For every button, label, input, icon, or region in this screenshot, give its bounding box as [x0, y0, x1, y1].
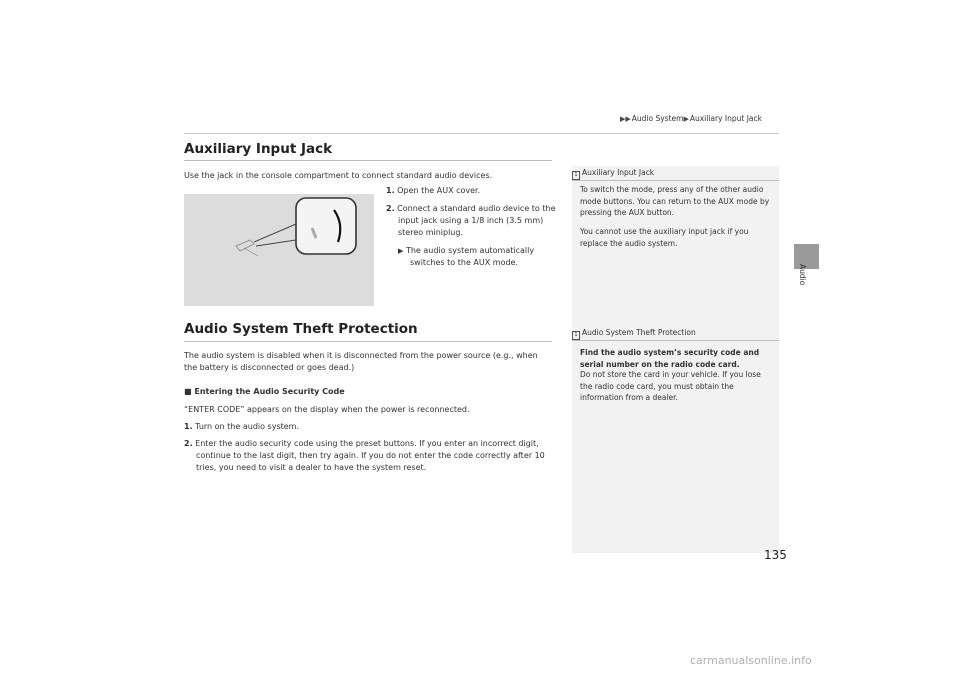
note-aux-para2: You cannot use the auxiliary input jack if you replace the audio system. [580, 227, 749, 248]
watermark[interactable]: carmanualsonline.info [690, 654, 812, 667]
enter-code-text: “ENTER CODE” appears on the display when the power is reconnected. [184, 405, 470, 414]
theft-intro: The audio system is disabled when it is disconnected from the power source (e.g., when the battery is disconnected or goes dead.) [184, 351, 538, 372]
header-rule [184, 133, 779, 134]
subheading-security-code: ■ Entering the Audio Security Code [184, 387, 345, 396]
breadcrumb-arrow-icon: ▶ [683, 115, 689, 123]
note-title-theft: 1 Audio System Theft Protection [572, 328, 696, 340]
page-number: 135 [764, 548, 787, 562]
section-intro: Use the jack in the console compartment to connect standard audio devices. [184, 171, 493, 180]
aux-step-1: 1. Open the AUX cover. [386, 186, 481, 195]
note-icon: 1 [572, 331, 580, 340]
section-rule [184, 160, 552, 161]
result-arrow-icon: ▶ [398, 247, 404, 255]
breadcrumb-arrow-icon: ▶▶ [620, 115, 631, 123]
breadcrumb-level2[interactable]: Auxiliary Input Jack [689, 114, 762, 123]
note-rule [572, 180, 779, 181]
aux-step-2: 2. Connect a standard audio device to the input jack using a 1/8 inch (3.5 mm) stereo miniplug. [386, 204, 556, 237]
side-tab-label[interactable]: Audio [798, 264, 807, 286]
theft-step-1: 1. Turn on the audio system. [184, 422, 300, 431]
section-title-aux: Auxiliary Input Jack [184, 141, 333, 157]
breadcrumb [620, 114, 762, 123]
theft-step-2: 2. Enter the audio security code using the preset buttons. If you enter an incorrect digit, continue to the last digit, then try again. If you do not enter the code correctly after 10 tries, you need to visit a dealer to have the system reset. [184, 439, 545, 472]
aux-jack-drawing [184, 194, 374, 306]
note-title-aux: 1 Auxiliary Input Jack [572, 168, 654, 180]
square-bullet-icon: ■ [184, 387, 192, 396]
aux-step-result: ▶ The audio system automatically switches to the AUX mode. [398, 246, 535, 267]
note-theft-bold: Find the audio system’s security code and serial number on the radio code card. [580, 348, 760, 369]
note-icon: 1 [572, 171, 580, 180]
section-rule [184, 341, 552, 342]
note-rule [572, 340, 779, 341]
note-aux-para1: To switch the mode, press any of the other audio mode buttons. You can return to the AUX mode by pressing the AUX button. [580, 185, 770, 217]
note-theft-para: Do not store the card in your vehicle. If you lose the radio code card, you must obtain the information from a dealer. [580, 370, 761, 402]
section-title-theft: Audio System Theft Protection [184, 321, 418, 337]
aux-jack-illustration [184, 194, 374, 306]
breadcrumb-level1[interactable]: Audio System [631, 114, 684, 123]
